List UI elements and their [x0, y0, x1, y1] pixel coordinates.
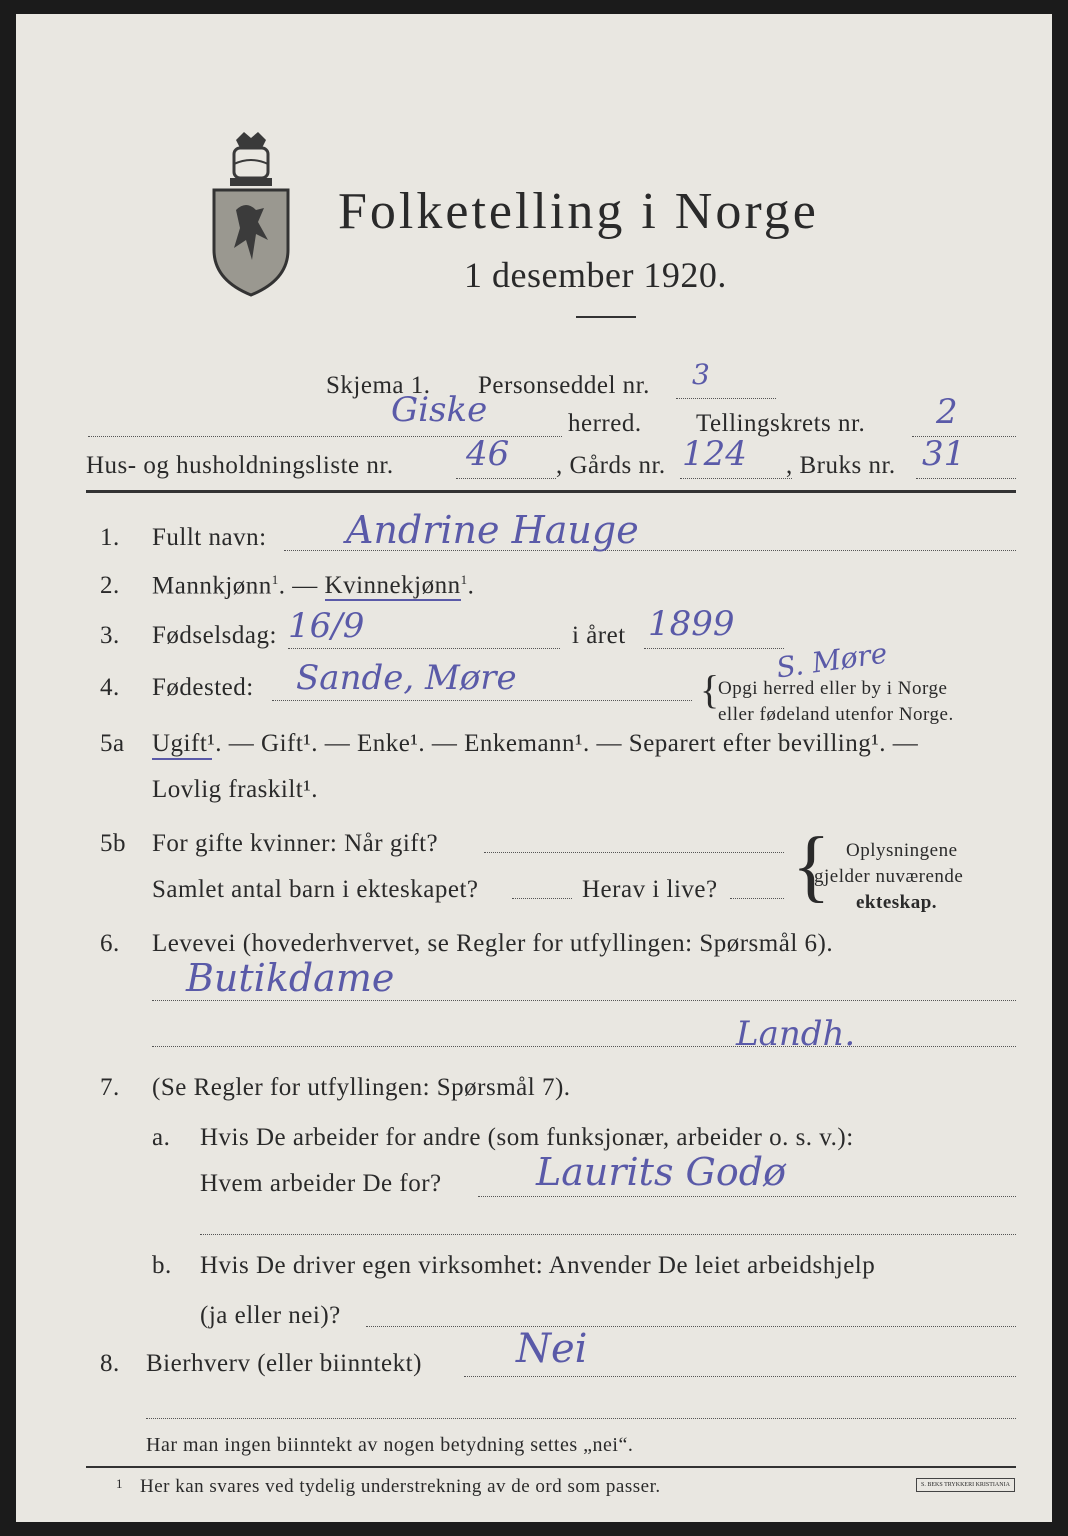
q5b-children-field: [512, 898, 572, 899]
q4-field: [272, 700, 692, 701]
q6-field-1: [152, 1000, 1016, 1001]
q4-brace: {: [700, 667, 720, 712]
q2-separator: . —: [278, 572, 325, 600]
q4-number: 4.: [100, 674, 120, 701]
q4-note-line1: Opgi herred eller by i Norge: [718, 678, 948, 699]
q5b-married-field: [484, 852, 784, 853]
herred-label: herred.: [568, 410, 642, 437]
bruks-value: 31: [922, 434, 966, 474]
personseddel-label: Personseddel nr.: [478, 372, 650, 399]
footnote-mark: 1: [116, 1476, 123, 1491]
q7a-field-2: [200, 1234, 1016, 1235]
q6-value-1: Butikdame: [186, 956, 395, 1000]
personseddel-value: 3: [692, 358, 710, 391]
q7-number: 7.: [100, 1074, 120, 1101]
skjema-label: Skjema 1.: [326, 372, 431, 399]
bruks-label: , Bruks nr.: [786, 452, 896, 479]
census-form: [16, 14, 1052, 1522]
gards-label: , Gårds nr.: [556, 452, 666, 479]
q7a-letter: a.: [152, 1124, 171, 1151]
gards-field: [680, 478, 792, 479]
q2-option-female: Kvinnekjønn: [324, 572, 461, 600]
q7a-line1: Hvis De arbeider for andre (som funksjonær, arbeider o. s. v.):: [200, 1124, 854, 1151]
q5b-line2b: Herav i live?: [582, 876, 718, 903]
q3-label: Fødselsdag:: [152, 622, 277, 649]
q7-label: (Se Regler for utfyllingen: Spørsmål 7).: [152, 1074, 571, 1101]
q7a-value: Laurits Godø: [536, 1150, 786, 1194]
q5b-line1: For gifte kvinner: Når gift?: [152, 830, 439, 857]
husliste-value: 46: [466, 434, 510, 474]
q3-number: 3.: [100, 622, 120, 649]
q3-day-value: 16/9: [288, 606, 365, 646]
q5b-number: 5b: [100, 830, 126, 857]
q7b-letter: b.: [152, 1252, 172, 1279]
q5a-underline-ugift: [152, 758, 212, 760]
q6-label: Levevei (hovederhvervet, se Regler for utfyllingen: Spørsmål 6).: [152, 930, 834, 957]
q8-number: 8.: [100, 1350, 120, 1377]
bruks-field: [916, 478, 1016, 479]
q5b-line2a: Samlet antal barn i ekteskapet?: [152, 876, 479, 903]
printer-stamp: S. BEKS TRYKKERI KRISTIANIA: [916, 1478, 1015, 1492]
form-date: 1 desember 1920.: [464, 255, 727, 295]
q5b-brace: {: [792, 822, 831, 910]
husliste-field: [456, 478, 556, 479]
q7b-field: [366, 1326, 1016, 1327]
husliste-label: Hus- og husholdningsliste nr.: [86, 452, 394, 479]
header-divider: [86, 490, 1016, 493]
q6-value-2: Landh.: [736, 1014, 856, 1054]
tellingskrets-value: 2: [936, 392, 958, 432]
q5a-line2: Lovlig fraskilt¹.: [152, 776, 318, 803]
q8-label: Bierhverv (eller biinntekt): [146, 1350, 422, 1377]
q2-number: 2.: [100, 572, 120, 599]
q5b-alive-field: [730, 898, 784, 899]
q7a-line2: Hvem arbeider De for?: [200, 1170, 442, 1197]
q4-annotation: S. Møre: [774, 636, 890, 685]
q5b-note-line1: Oplysningene: [846, 840, 958, 861]
q2-options: Mannkjønn$^1$. — Kvinnekjønn$^1$.: [152, 572, 475, 600]
q3-year-label: i året: [572, 622, 626, 649]
footer-note: Har man ingen biinntekt av nogen betydning settes „nei“.: [146, 1434, 634, 1456]
q5a-number: 5a: [100, 730, 125, 757]
footnote-text: Her kan svares ved tydelig understrekning av de ord som passer.: [140, 1476, 661, 1497]
q7b-line1: Hvis De driver egen virksomhet: Anvender De leiet arbeidshjelp: [200, 1252, 876, 1279]
q7a-field-1: [478, 1196, 1016, 1197]
footer-divider: [86, 1466, 1016, 1468]
q5a-line1: Ugift¹. — Gift¹. — Enke¹. — Enkemann¹. — Separert efter bevilling¹. —: [152, 730, 919, 757]
personseddel-field: [676, 398, 776, 399]
q3-year-value: 1899: [648, 604, 735, 644]
form-title: Folketelling i Norge: [338, 183, 819, 240]
herred-value: Giske: [391, 390, 488, 430]
coat-of-arms-icon: [206, 130, 296, 300]
q2-end: .: [467, 572, 475, 600]
q1-label: Fullt navn:: [152, 524, 267, 551]
q1-value: Andrine Hauge: [346, 508, 639, 552]
q4-label: Fødested:: [152, 674, 254, 701]
q4-note-line2: eller fødeland utenfor Norge.: [718, 704, 954, 725]
tellingskrets-label: Tellingskrets nr.: [696, 410, 866, 437]
q5b-note-line3: ekteskap.: [856, 892, 938, 913]
q6-number: 6.: [100, 930, 120, 957]
q6-field-2: [152, 1046, 1016, 1047]
q2-option-male: Mannkjønn: [152, 572, 272, 600]
q8-field-1: [464, 1376, 1016, 1377]
title-divider: [576, 316, 636, 318]
q8-field-2: [146, 1418, 1016, 1419]
q1-number: 1.: [100, 524, 120, 551]
q8-value: Nei: [516, 1326, 588, 1372]
gards-value: 124: [682, 434, 747, 474]
q5b-note-line2: gjelder nuværende: [814, 866, 964, 887]
q7b-line2: (ja eller nei)?: [200, 1302, 341, 1329]
q4-value: Sande, Møre: [296, 658, 517, 698]
q3-year-field: [644, 648, 784, 649]
q3-day-field: [288, 648, 560, 649]
